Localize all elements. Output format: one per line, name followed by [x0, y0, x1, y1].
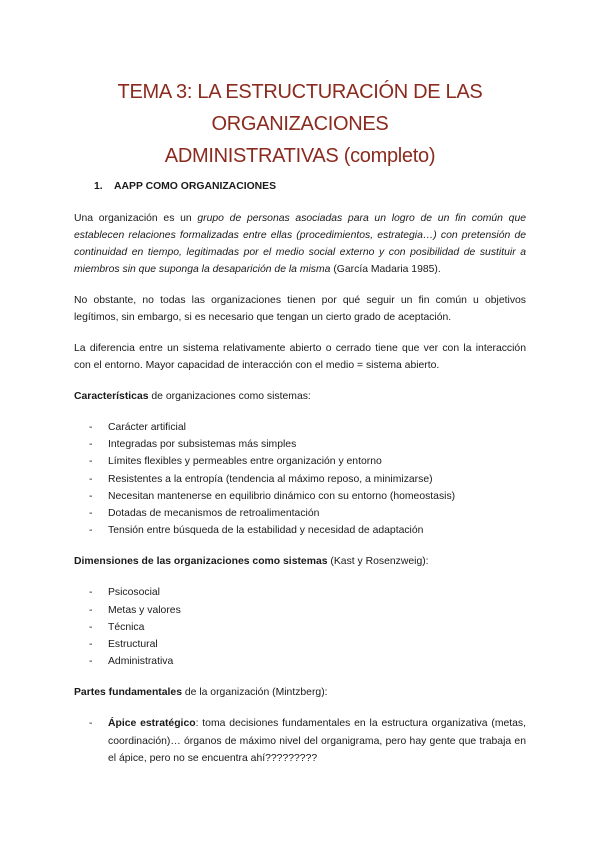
list-item-text: Límites flexibles y permeables entre organización y entorno [108, 456, 382, 468]
list-item-text: Dotadas de mecanismos de retroalimentación [108, 508, 320, 520]
list-item-text: Psicosocial [108, 587, 160, 599]
list-item [74, 715, 526, 767]
list-item [74, 636, 526, 653]
list-item [74, 471, 526, 488]
list-dash: - [89, 604, 93, 616]
list-item [74, 602, 526, 619]
list-dash: - [89, 621, 93, 633]
dimensions-heading [74, 553, 526, 570]
list-item [74, 488, 526, 505]
part-name: Ápice estratégico [108, 718, 196, 730]
list-item-text: Técnica [108, 621, 145, 633]
definition-italic: grupo de personas asociadas para un logro de un fin común que establecen relaciones formalizadas entre ellas (procedimientos, estrategia…) con pretensión de continuidad en tiempo, legitimadas por el medio social externo y con posibilidad de sustituir a miembros sin que suponga la desaparición de la misma [74, 213, 527, 275]
list-item-text: Resistentes a la entropía (tendencia al máximo reposo, a minimizarse) [108, 473, 433, 485]
characteristics-heading [74, 388, 526, 405]
list-dash: - [89, 456, 93, 468]
list-item [74, 419, 526, 436]
list-item-text: Metas y valores [108, 604, 181, 616]
list-dash: - [89, 587, 93, 599]
list-dash: - [89, 656, 93, 668]
document-title [60, 76, 540, 172]
list-item [74, 505, 526, 522]
list-dash: - [89, 508, 93, 520]
list-item-text: Tensión entre búsqueda de la estabilidad y necesidad de adaptación [108, 525, 424, 537]
part-description: : toma decisiones fundamentales en la estructura organizativa (metas, coordinación)… órganos de máximo nivel del organigrama, pero hay gente que trabaja en el ápice, pero no se encuentra ahí????????? [108, 718, 527, 764]
document-body [74, 178, 526, 781]
characteristics-bold: Características [74, 391, 149, 402]
definition-citation: (García Madaria 1985). [330, 264, 441, 275]
list-item-text: Estructural [108, 639, 158, 651]
section-number: 1. [94, 181, 103, 192]
list-dash: - [89, 422, 93, 433]
list-item [74, 436, 526, 453]
list-item-text: Necesitan mantenerse en equilibrio dinámico con su entorno (homeostasis) [108, 490, 456, 502]
paragraph-legitimacy: No obstante, no todas las organizaciones tienen por qué seguir un fin común u objetivos legítimos, sin embargo, si es necesario que tengan un cierto grado de aceptación. [74, 295, 526, 323]
list-item [74, 453, 526, 470]
dimensions-list [74, 584, 526, 670]
dimensions-bold: Dimensiones de las organizaciones como sistemas [74, 556, 328, 568]
list-item-text: Administrativa [108, 656, 174, 668]
list-dash: - [89, 525, 93, 537]
list-item-text: Integradas por subsistemas más simples [108, 439, 297, 451]
section-title: AAPP COMO ORGANIZACIONES [114, 181, 277, 192]
list-dash: - [89, 439, 93, 451]
characteristics-list [74, 419, 526, 539]
paragraph-open-system: La diferencia entre un sistema relativamente abierto o cerrado tiene que ver con la interacción con el entorno. Mayor capacidad de interacción con el medio = sistema abierto. [74, 343, 526, 371]
list-dash: - [89, 473, 93, 485]
list-item-text: Carácter artificial [108, 422, 186, 433]
characteristics-rest: de organizaciones como sistemas: [148, 391, 311, 402]
parts-rest: de la organización (Mintzberg): [182, 687, 328, 699]
definition-lead: Una organización es un [74, 213, 198, 224]
parts-bold: Partes fundamentales [74, 687, 182, 699]
parts-list [74, 715, 526, 767]
list-dash: - [89, 639, 93, 651]
list-item [74, 584, 526, 601]
section-heading [94, 178, 526, 195]
list-item [74, 653, 526, 670]
list-item [74, 522, 526, 539]
list-dash: - [89, 718, 93, 730]
list-item [74, 619, 526, 636]
title-line-1: TEMA 3: LA ESTRUCTURACIÓN DE LAS ORGANIZACIONES [117, 81, 483, 135]
parts-heading [74, 684, 526, 701]
list-dash: - [89, 490, 93, 502]
title-line-2: ADMINISTRATIVAS (completo) [164, 145, 436, 167]
definition-paragraph [74, 210, 526, 278]
dimensions-rest: (Kast y Rosenzweig): [327, 556, 429, 568]
